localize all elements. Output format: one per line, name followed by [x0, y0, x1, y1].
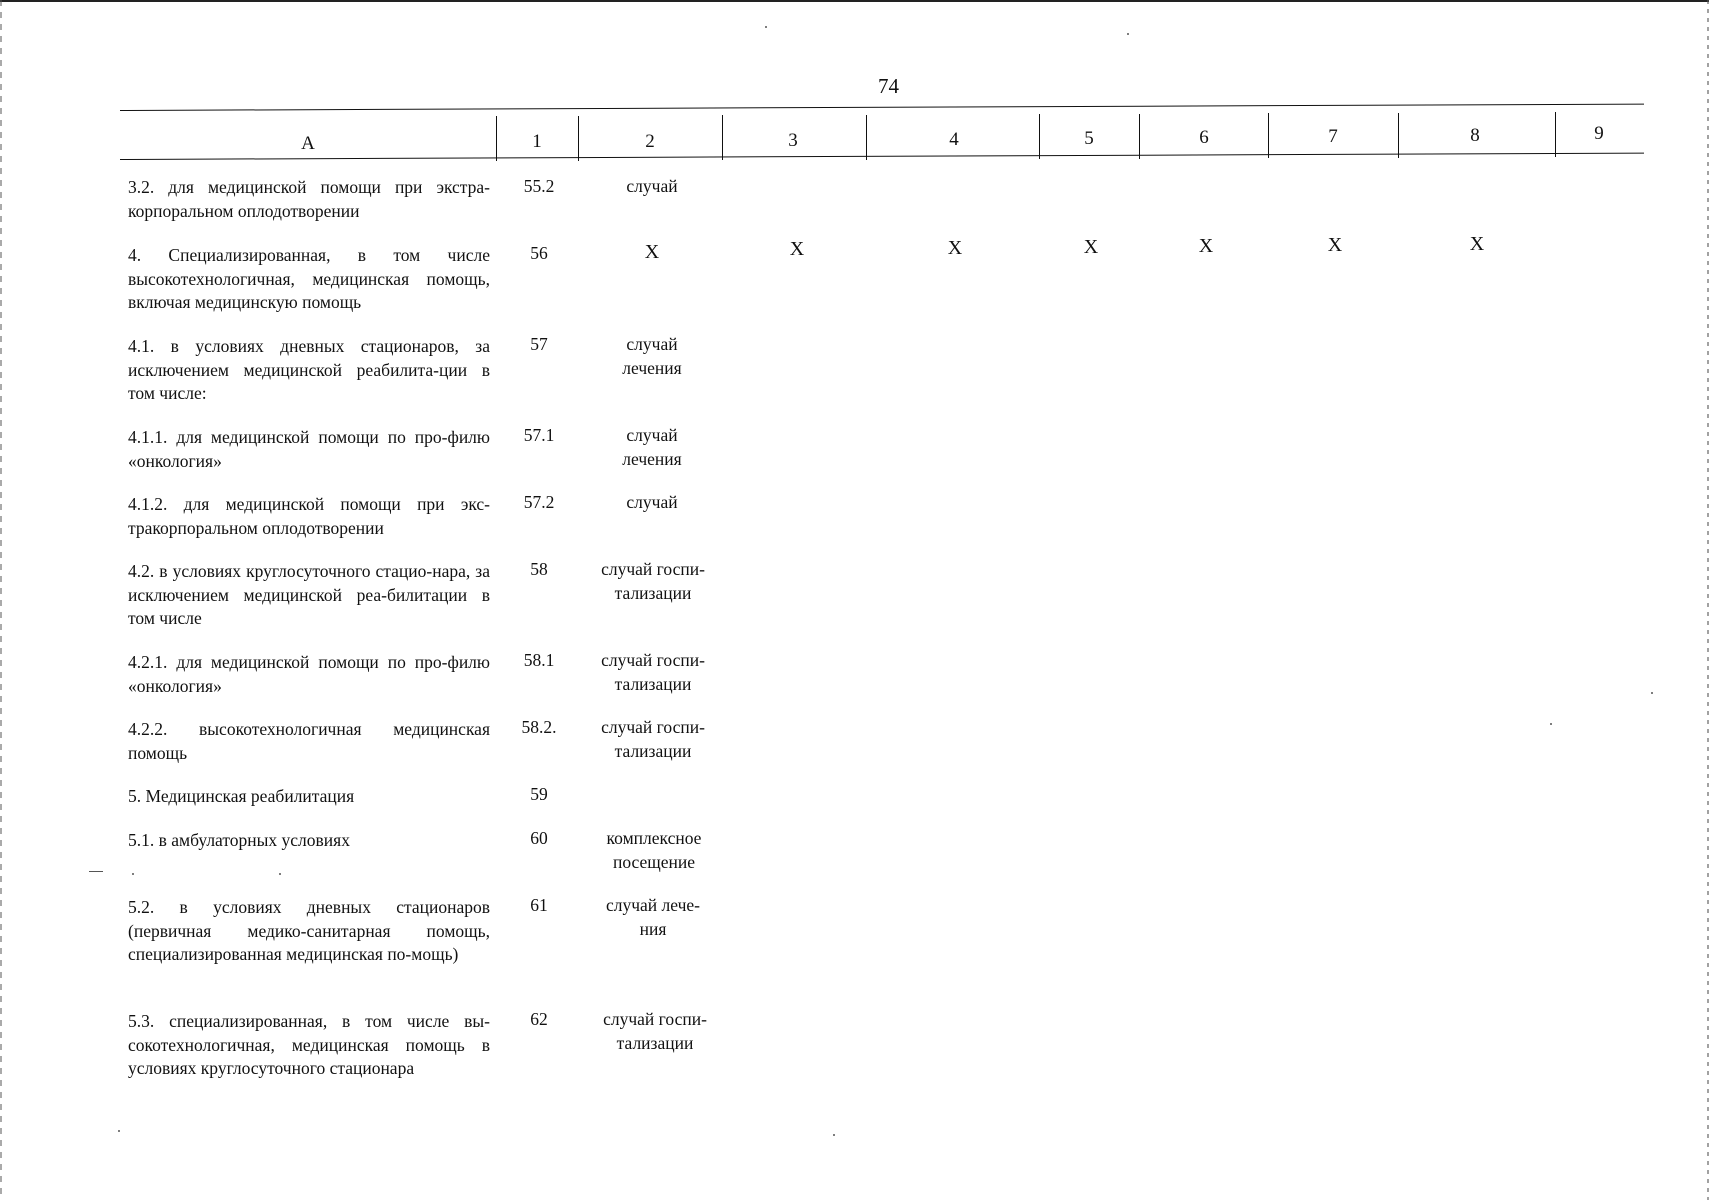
scan-speck [1651, 692, 1653, 694]
x-mark: X [947, 237, 963, 259]
column-header: 5 [1084, 128, 1094, 149]
row-unit: случай лече-ния [605, 895, 701, 939]
x-mark: X [1198, 235, 1214, 257]
row-number: 55.2 [523, 176, 555, 196]
column-header: 4 [949, 129, 959, 150]
column-header: 9 [1594, 123, 1604, 144]
table-header-top-rule [120, 104, 1644, 111]
x-mark: X [1469, 233, 1485, 255]
row-label: 4.1. в условиях дневных стационаров, за исключением медицинской реабилита-ции в том числе: [128, 336, 490, 403]
column-header: 7 [1328, 126, 1338, 147]
row-label: 4.2.2. высокотехнологичная медицинская помощь [128, 719, 490, 763]
row-unit: X [644, 241, 660, 263]
table-header-bottom-rule [120, 153, 1644, 160]
row-label: 4. Специализированная, в том числе высокотехнологичная, медицинская помощь, включая медицинскую помощь [128, 245, 490, 312]
scan-speck [833, 1134, 835, 1136]
row-label: 4.2. в условиях круглосуточного стацио-нара, за исключением медицинской реа-билитации в том числе [128, 561, 490, 628]
row-label: 5. Медицинская реабилитация [128, 786, 355, 806]
row-unit: случай госпи-тализации [601, 559, 705, 603]
row-label: 3.2. для медицинской помощи при экстра-корпоральном оплодотворении [128, 177, 490, 221]
row-number: 58 [530, 559, 548, 579]
column-header: 6 [1199, 127, 1209, 148]
row-number: 61 [530, 895, 548, 915]
row-label: 4.2.1. для медицинской помощи по про-филю «онкология» [128, 652, 490, 696]
row-unit: случай лечения [622, 334, 682, 378]
row-unit: случай госпи-тализации [603, 1009, 707, 1053]
row-unit: случай [626, 176, 678, 196]
column-divider [496, 116, 497, 161]
column-divider [1268, 113, 1269, 158]
column-header: 1 [532, 131, 542, 152]
scan-speck [1127, 33, 1129, 35]
row-number: 57 [530, 334, 548, 354]
scan-left-edge [0, 0, 2, 1200]
column-divider [578, 116, 579, 161]
row-unit: случай госпи-тализации [601, 650, 705, 694]
scan-speck [279, 873, 281, 875]
x-mark: X [1083, 236, 1099, 258]
row-label: 5.1. в амбулаторных условиях [128, 830, 350, 850]
x-mark: X [1327, 234, 1343, 256]
column-header: 8 [1470, 125, 1480, 146]
column-divider [866, 115, 867, 160]
row-number: 58.2. [521, 717, 557, 737]
column-divider [1139, 114, 1140, 159]
row-label: 5.3. специализированная, в том числе вы-сокотехнологичная, медицинская помощь в условиях круглосуточного стационара [128, 1011, 490, 1078]
scan-speck [765, 26, 767, 28]
column-divider [722, 115, 723, 160]
row-number: 57.2 [523, 492, 555, 512]
column-divider [1039, 114, 1040, 159]
row-number: 60 [530, 828, 548, 848]
column-header: 3 [788, 130, 798, 151]
scan-speck [1550, 723, 1552, 725]
column-header: А [301, 133, 315, 154]
row-number: 56 [530, 243, 548, 263]
scan-speck [118, 1130, 120, 1132]
row-unit: случай [626, 492, 678, 512]
page-number: 74 [878, 74, 899, 98]
row-unit: комплексное посещение [606, 828, 702, 872]
row-unit: случай госпи-тализации [601, 717, 705, 761]
row-label: 5.2. в условиях дневных стационаров (первичная медико-санитарная помощь, специализированная медицинская по-мощь) [128, 897, 490, 964]
row-number: 58.1 [523, 650, 555, 670]
scan-speck [89, 871, 103, 872]
scan-top-edge [0, 0, 1709, 2]
column-divider [1555, 112, 1556, 157]
row-number: 59 [530, 784, 548, 804]
row-label: 4.1.2. для медицинской помощи при экс-тракорпоральном оплодотворении [128, 494, 490, 538]
row-number: 62 [530, 1009, 548, 1029]
row-number: 57.1 [523, 425, 555, 445]
scan-speck [132, 873, 134, 875]
column-header: 2 [645, 131, 655, 152]
row-unit: случай лечения [622, 425, 682, 469]
column-divider [1398, 113, 1399, 158]
row-label: 4.1.1. для медицинской помощи по про-филю «онкология» [128, 427, 490, 471]
x-mark: X [789, 238, 805, 260]
